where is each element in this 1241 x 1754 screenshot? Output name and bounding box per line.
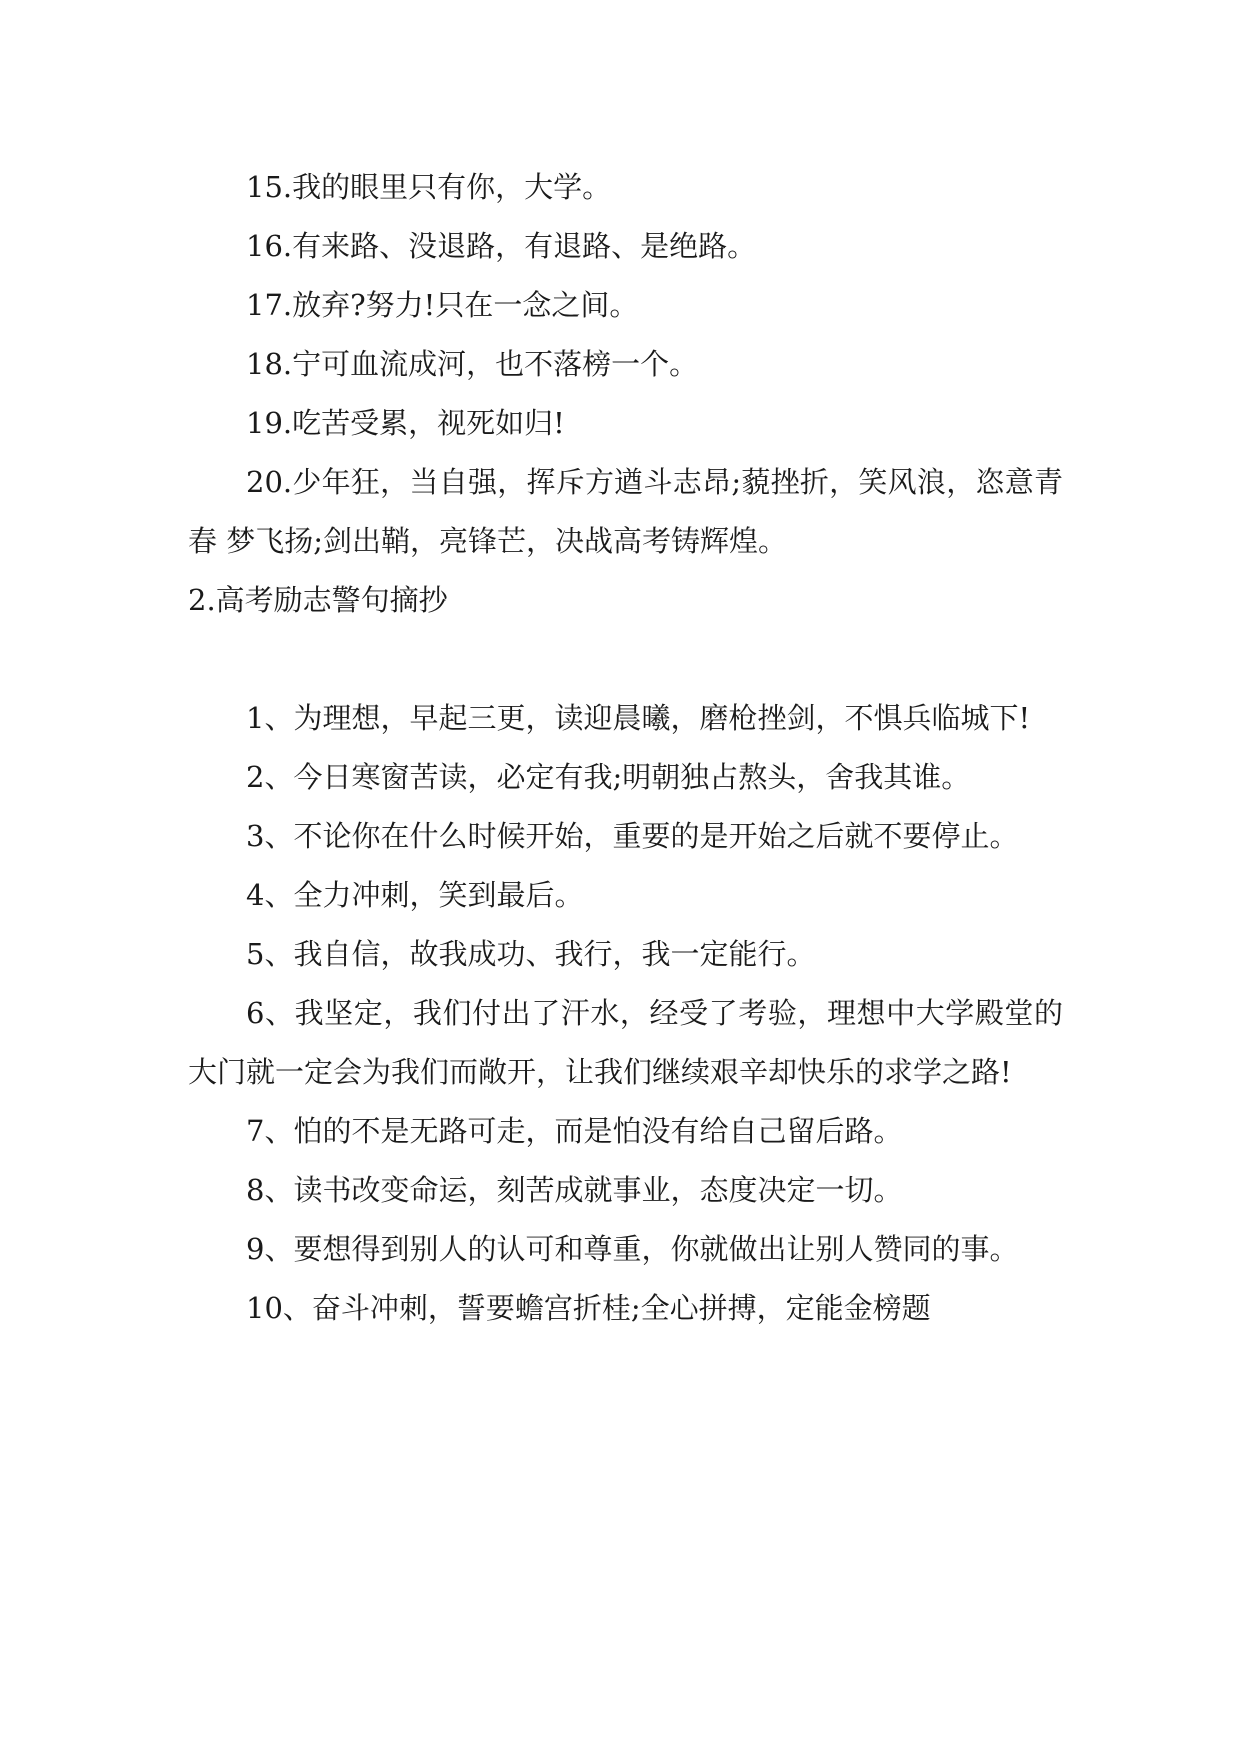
list-item: 18.宁可血流成河，也不落榜一个。 [246,347,699,381]
list-item: 5、我自信，故我成功、我行，我一定能行。 [246,937,816,971]
list-item: 4、全力冲刺，笑到最后。 [246,878,584,912]
list-item: 10、奋斗冲刺，誓要蟾宫折桂;全心拼搏，定能金榜题 [246,1291,931,1325]
list-item: 19.吃苦受累，视死如归! [246,406,565,440]
list-item: 3、不论你在什么时候开始，重要的是开始之后就不要停止。 [246,819,1019,853]
section-heading: 2.高考励志警句摘抄 [188,583,448,617]
list-item: 20.少年狂，当自强，挥斥方遒斗志昂;藐挫折，笑风浪，恣意青春 梦飞扬;剑出鞘，亮锋芒，决战高考铸辉煌。 [188,465,1063,558]
document-body [188,158,1063,1338]
blank-line [188,630,1063,689]
list-item: 1、为理想，早起三更，读迎晨曦，磨枪挫剑，不惧兵临城下! [246,701,1031,735]
list-item: 7、怕的不是无路可走，而是怕没有给自己留后路。 [246,1114,903,1148]
list-item: 15.我的眼里只有你，大学。 [246,170,612,204]
list-item: 2、今日寒窗苦读，必定有我;明朝独占熬头，舍我其谁。 [246,760,971,794]
list-item: 8、读书改变命运，刻苦成就事业，态度决定一切。 [246,1173,903,1207]
list-item: 16.有来路、没退路，有退路、是绝路。 [246,229,757,263]
list-item: 6、我坚定，我们付出了汗水，经受了考验，理想中大学殿堂的大门就一定会为我们而敞开，让我们继续艰辛却快乐的求学之路! [188,996,1063,1089]
list-item: 9、要想得到别人的认可和尊重，你就做出让别人赞同的事。 [246,1232,1019,1266]
list-item: 17.放弃?努力!只在一念之间。 [246,288,639,322]
